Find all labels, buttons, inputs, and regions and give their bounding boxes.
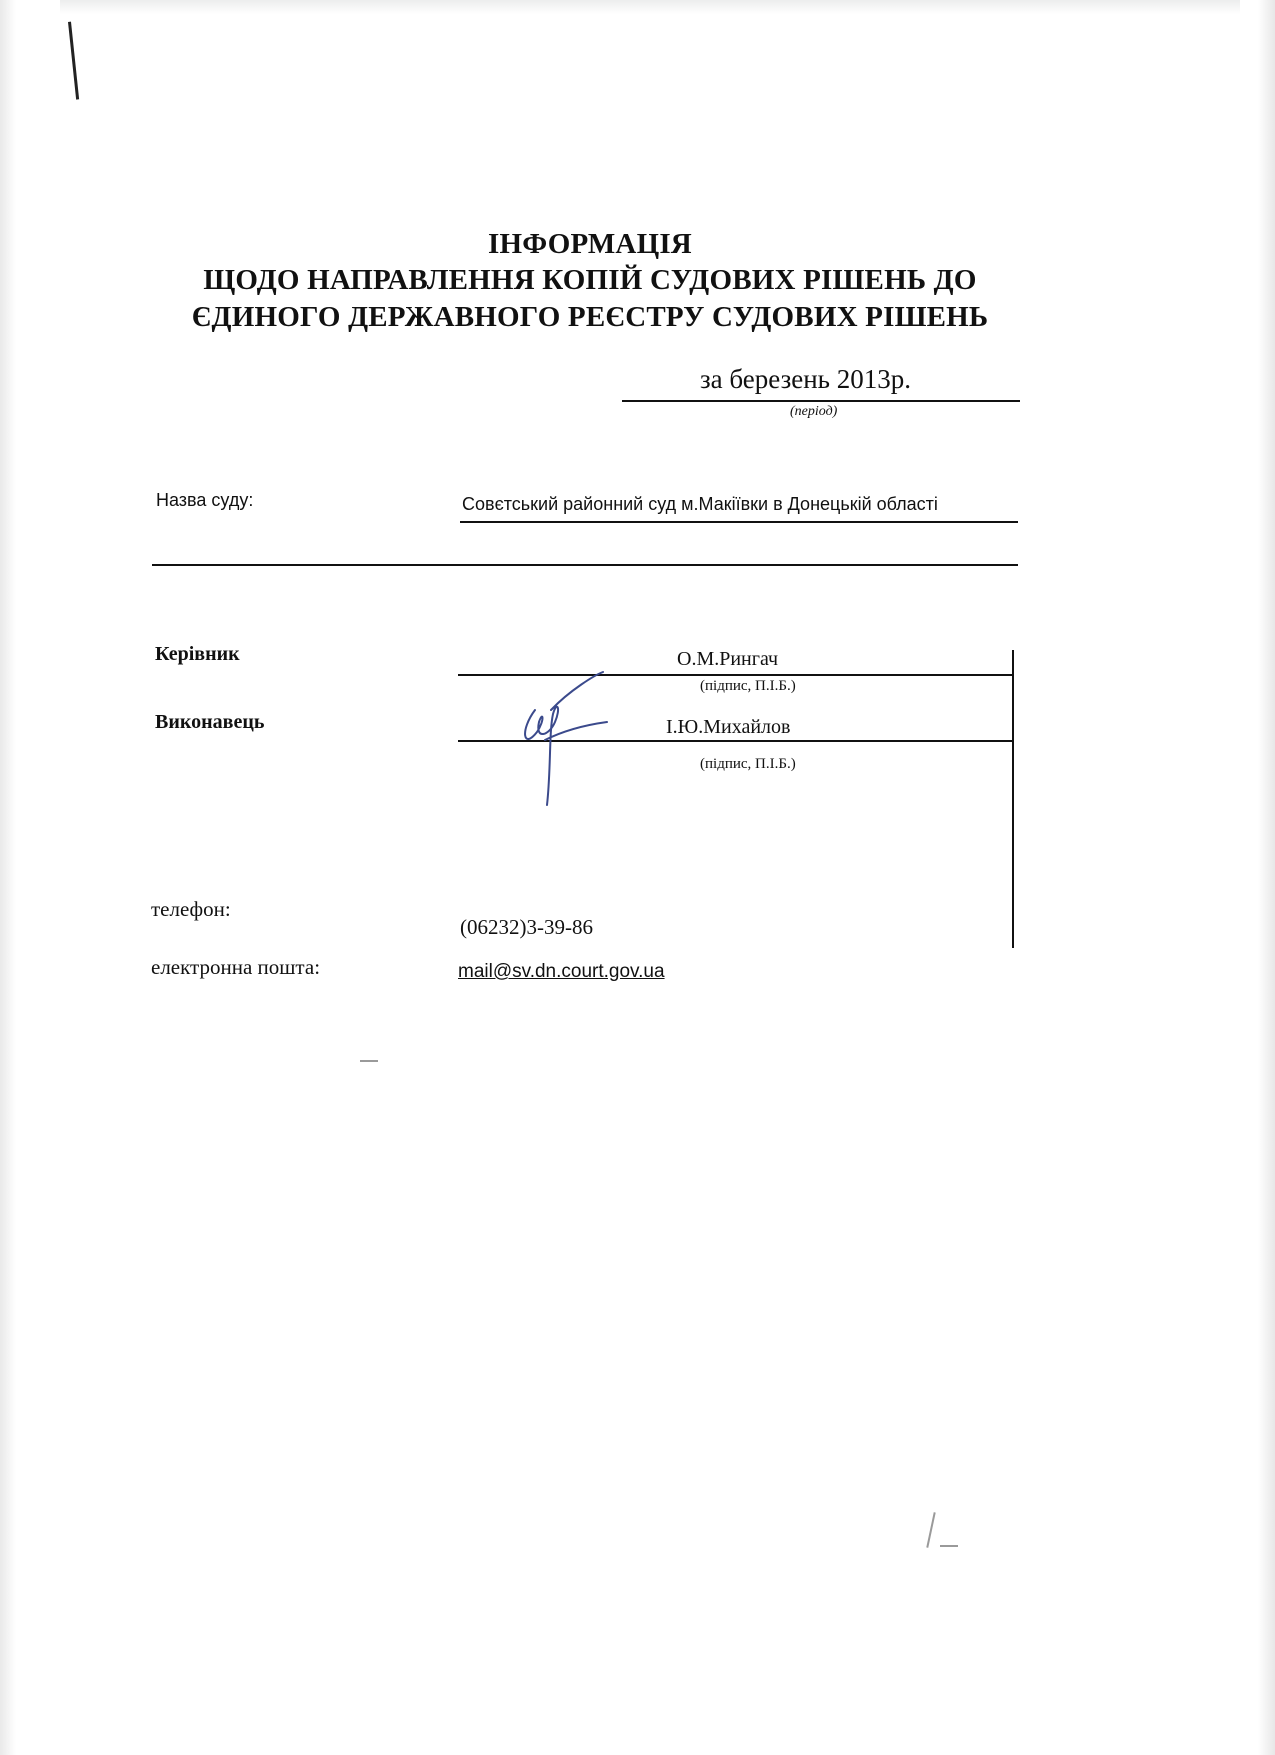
scan-edge-top [60,0,1240,14]
period-caption: (період) [790,404,838,419]
head-label: Керівник [155,643,240,665]
court-name-second-line [152,564,1018,566]
court-name-label: Назва суду: [156,490,254,510]
title-line-2: ЩОДО НАПРАВЛЕННЯ КОПІЙ СУДОВИХ РІШЕНЬ ДО [203,264,977,296]
handwritten-signature [515,670,615,820]
title-line-1: ІНФОРМАЦІЯ [488,228,692,260]
scan-speck [926,1512,935,1548]
executor-label: Виконавець [155,711,265,733]
phone-label: телефон: [151,897,231,921]
executor-signature-caption: (підпис, П.І.Б.) [700,756,796,772]
scan-edge-right [1258,0,1275,1755]
scan-speck [360,1060,378,1062]
head-signature-caption: (підпис, П.І.Б.) [700,678,796,694]
court-name-value: Совєтський районний суд м.Макіївки в Донецькій області [462,494,938,514]
email-link[interactable]: mail@sv.dn.court.gov.ua [458,961,665,982]
period-underline [622,400,1020,402]
email-label: електронна пошта: [151,955,321,979]
scan-speck [940,1545,958,1547]
title-line-3: ЄДИНОГО ДЕРЖАВНОГО РЕЄСТРУ СУДОВИХ РІШЕНЬ [191,301,989,333]
executor-name: І.Ю.Михайлов [666,716,791,738]
phone-value: (06232)3-39-86 [460,915,593,939]
margin-pen-mark [68,22,79,100]
period-value: за березень 2013р. [700,364,911,394]
court-name-underline [460,521,1018,523]
form-vertical-rule [1012,650,1014,948]
scan-edge-left [0,0,16,1755]
head-name: О.М.Рингач [677,648,779,670]
